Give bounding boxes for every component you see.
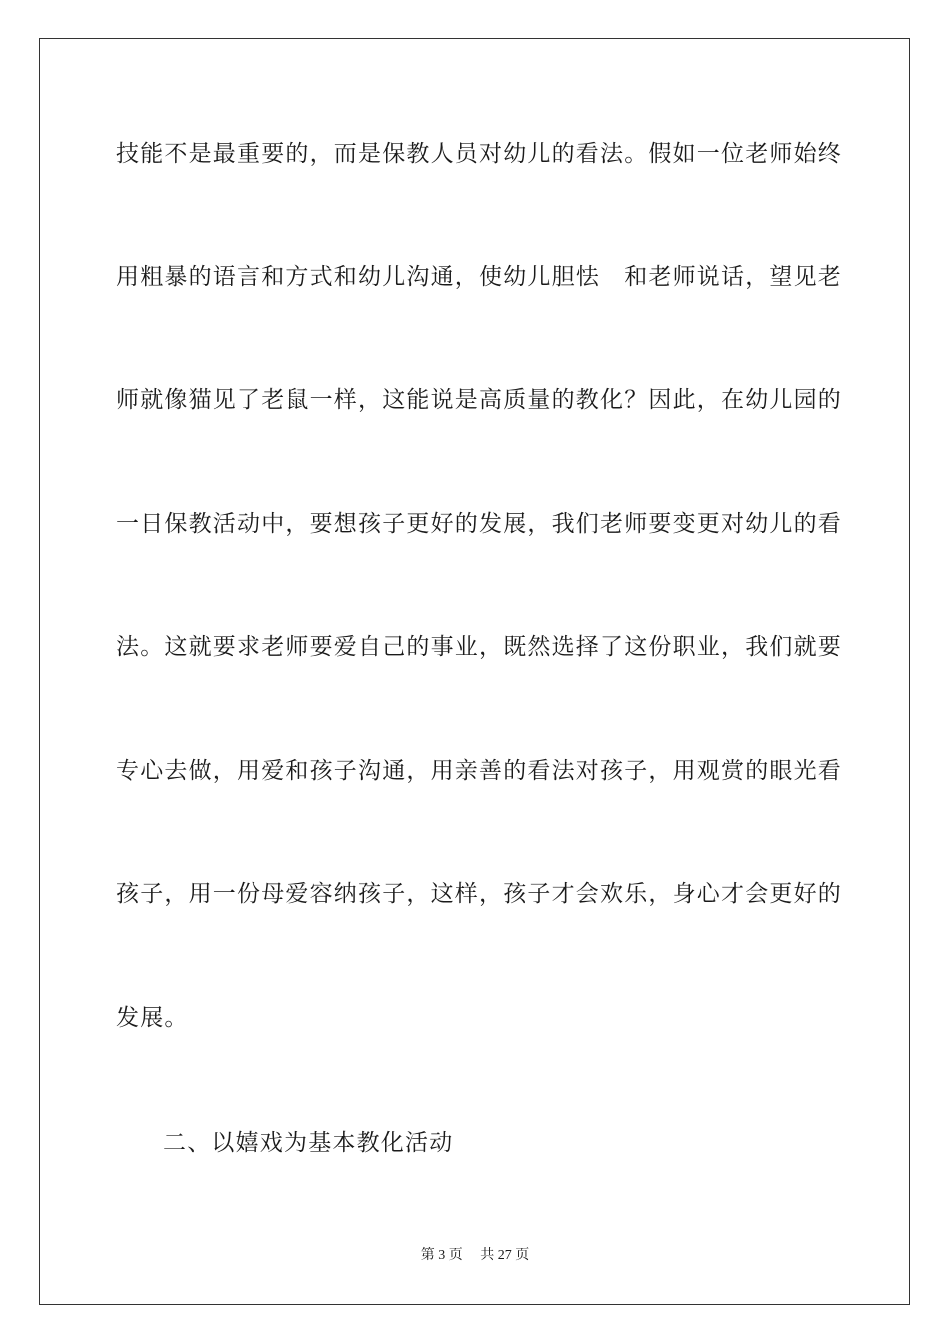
paragraph-line: 孩子，用一份母爱容纳孩子，这样，孩子才会欢乐，身心才会更好的 xyxy=(116,881,842,907)
paragraph-line: 法。这就要求老师要爱自己的事业，既然选择了这份职业，我们就要 xyxy=(116,634,842,660)
paragraph-line: 发展。 xyxy=(116,1005,189,1031)
paragraph-line: 用粗暴的语言和方式和幼儿沟通，使幼儿胆怯 和老师说话，望见老 xyxy=(116,264,842,290)
paragraph-line: 技能不是最重要的，而是保教人员对幼儿的看法。假如一位老师始终 xyxy=(116,141,842,167)
page-border xyxy=(39,38,910,1305)
paragraph-line: 专心去做，用爱和孩子沟通，用亲善的看法对孩子，用观赏的眼光看 xyxy=(116,758,842,784)
paragraph-line: 一日保教活动中，要想孩子更好的发展，我们老师要变更对幼儿的看 xyxy=(116,511,842,537)
section-heading: 二、以嬉戏为基本教化活动 xyxy=(163,1130,454,1156)
page-number: 第 3 页 共 27 页 xyxy=(420,1248,530,1263)
paragraph-line: 师就像猫见了老鼠一样，这能说是高质量的教化？因此，在幼儿园的 xyxy=(116,387,842,413)
